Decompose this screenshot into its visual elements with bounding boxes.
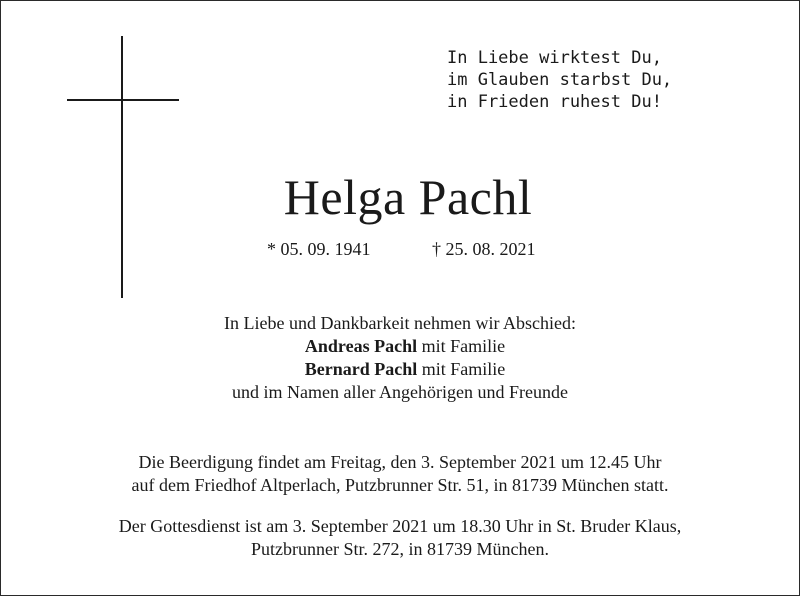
mourner-suffix: mit Familie: [417, 336, 506, 356]
deceased-name: Helga Pachl: [283, 169, 533, 225]
farewell-closing: und im Namen aller Angehörigen und Freunde: [232, 382, 568, 402]
cross-icon-horizontal-bar: [67, 99, 179, 101]
mourner-name: Bernard Pachl: [304, 359, 418, 379]
mourner-line: [1, 358, 799, 381]
verse-line: im Glauben starbst Du,: [447, 70, 673, 90]
mourner-name: Andreas Pachl: [304, 336, 418, 356]
funeral-info: [1, 451, 799, 497]
funeral-line: Die Beerdigung findet am Freitag, den 3. September 2021 um 12.45 Uhr: [138, 452, 662, 472]
mourner-line: [1, 335, 799, 358]
birth-date: * 05. 09. 1941: [267, 239, 371, 259]
service-info: [1, 515, 799, 561]
mourner-suffix: mit Familie: [417, 359, 506, 379]
verse-line: In Liebe wirktest Du,: [447, 48, 662, 68]
death-date: † 25. 08. 2021: [432, 239, 536, 259]
service-line: Der Gottesdienst ist am 3. September 2021 um 18.30 Uhr in St. Bruder Klaus,: [118, 516, 682, 536]
service-line: Putzbrunner Str. 272, in 81739 München.: [251, 539, 549, 559]
verse-line: in Frieden ruhest Du!: [447, 92, 662, 112]
funeral-line: auf dem Friedhof Altperlach, Putzbrunner Str. 51, in 81739 München statt.: [131, 475, 669, 495]
farewell-block: [1, 312, 799, 404]
farewell-intro: In Liebe und Dankbarkeit nehmen wir Abschied:: [224, 313, 576, 333]
verse: [447, 47, 672, 113]
